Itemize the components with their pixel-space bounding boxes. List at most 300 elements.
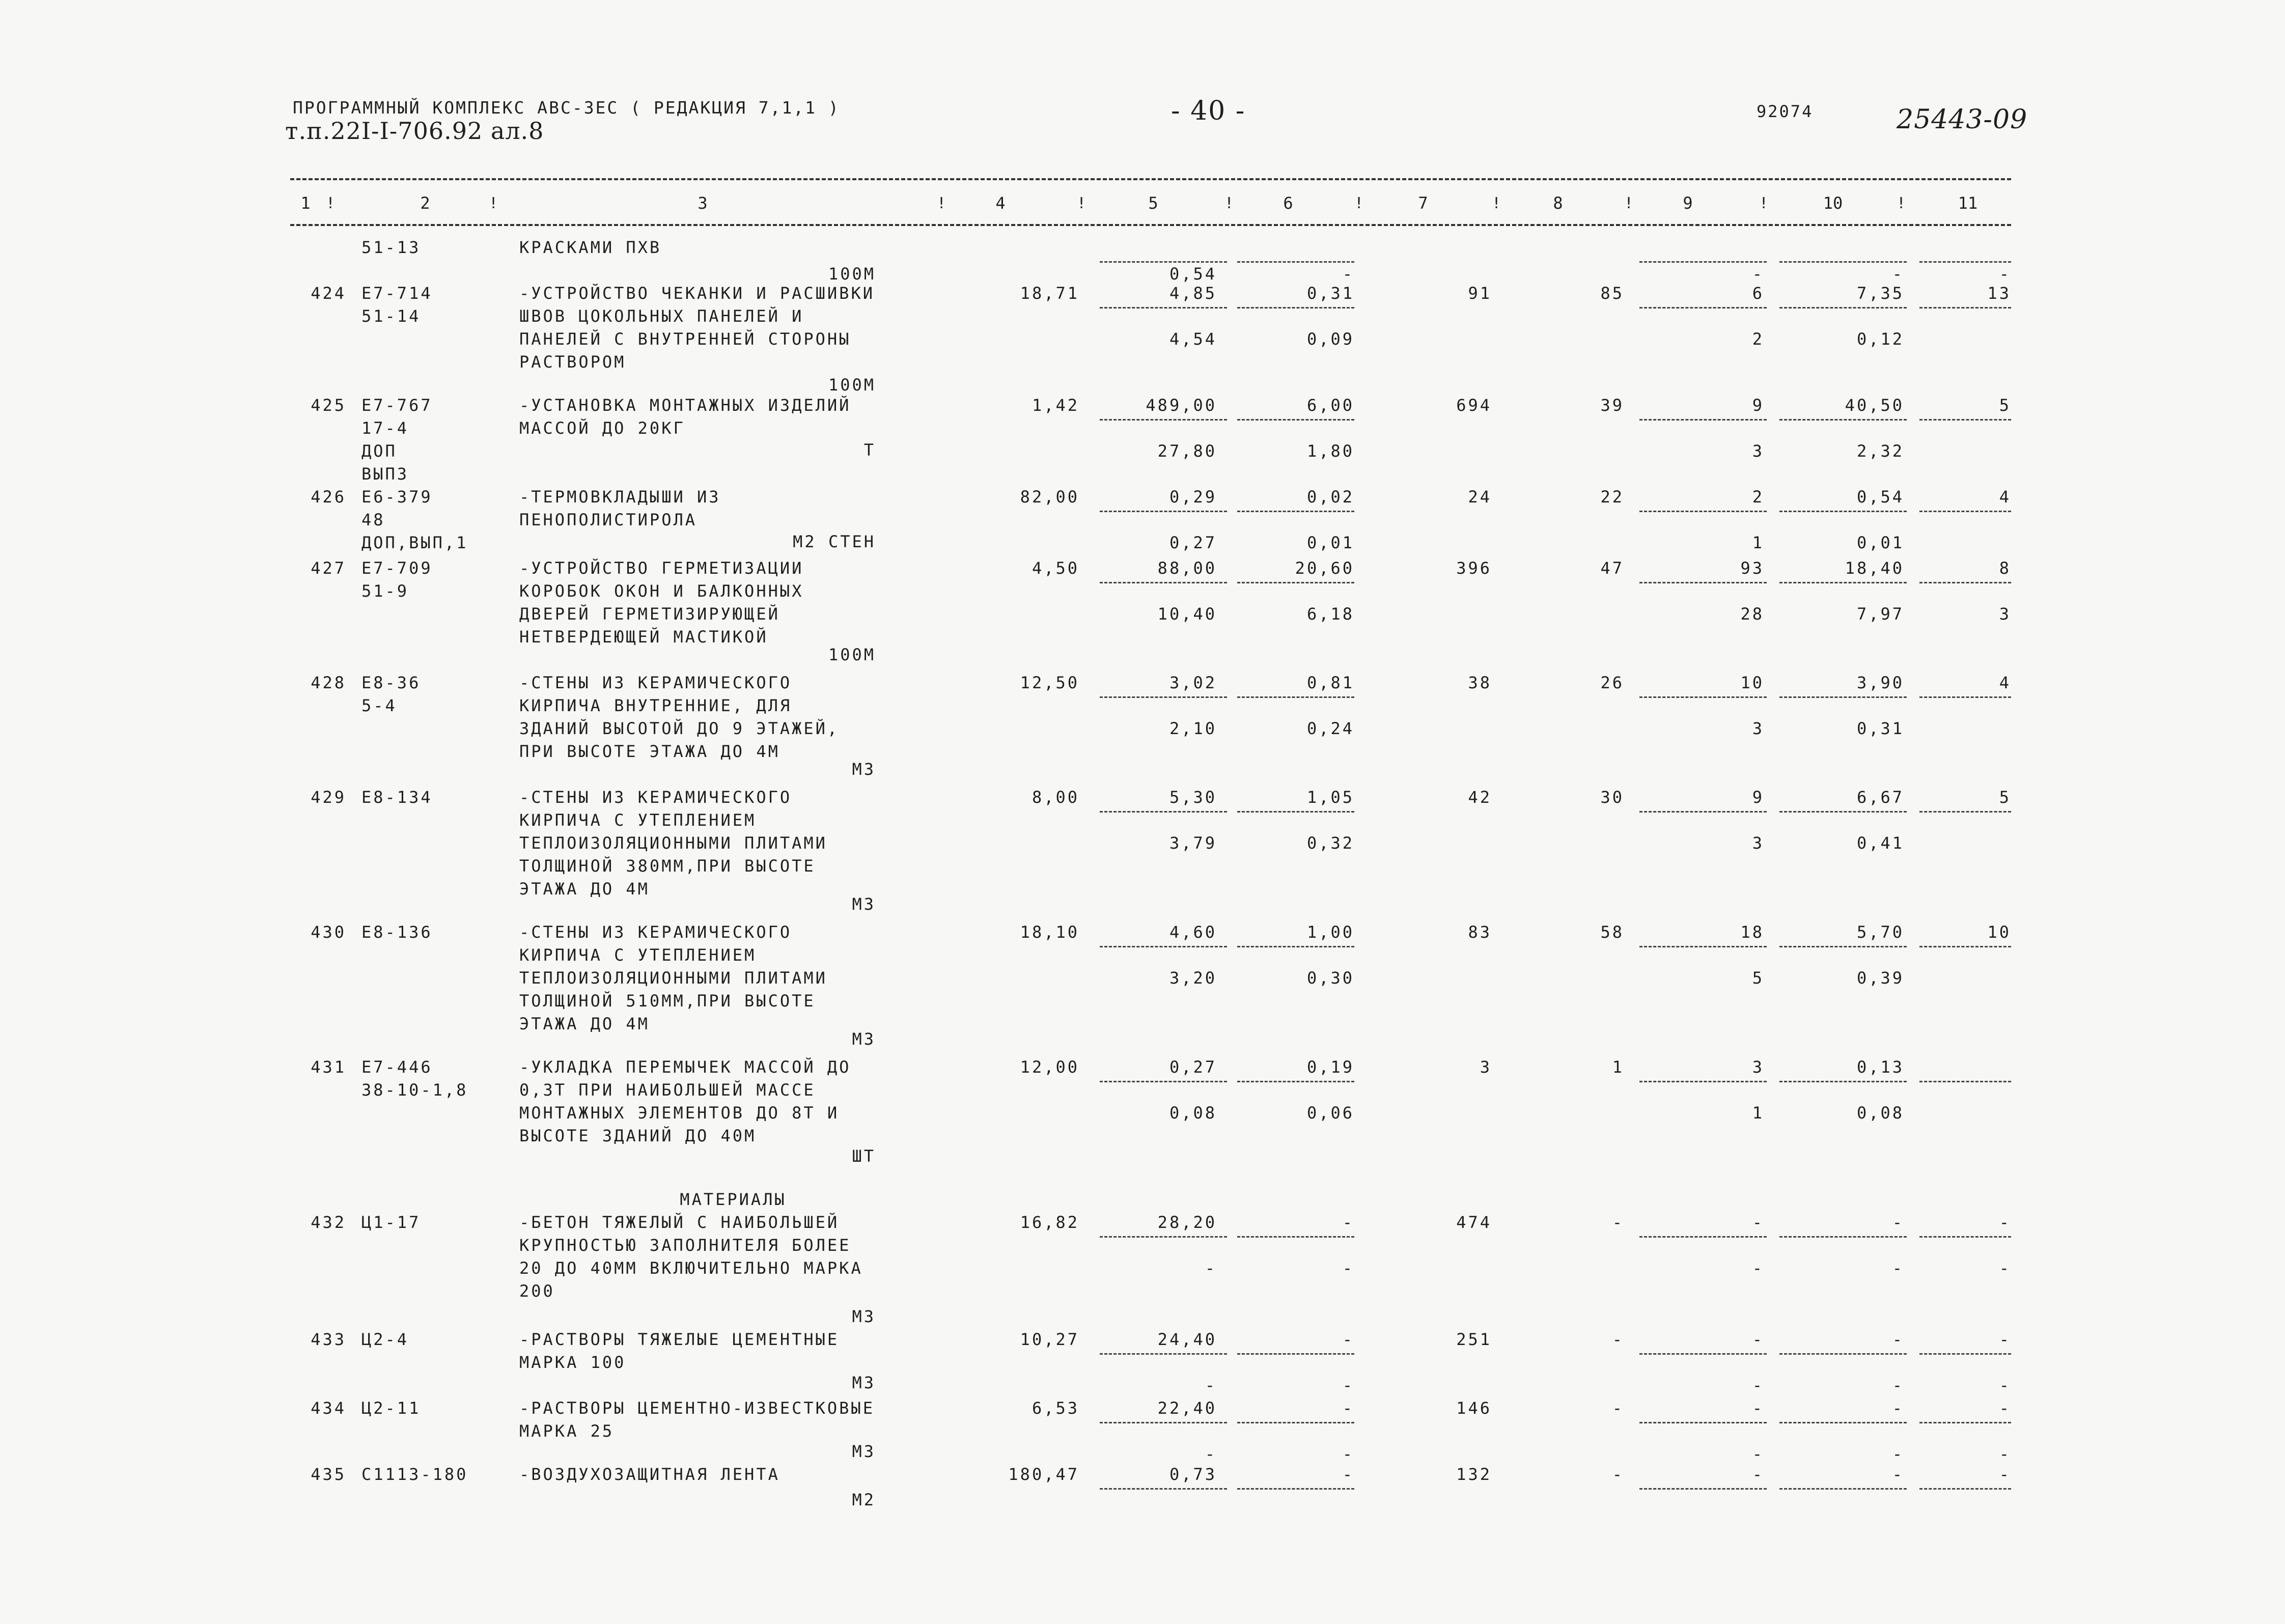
value-separator	[1100, 1422, 1227, 1423]
row-description: -РАСТВОРЫ ЦЕМЕНТНО-ИЗВЕСТКОВЫЕ МАРКА 25	[519, 1398, 875, 1441]
cell-col10-bottom: 0,08	[1856, 1103, 1904, 1123]
cell-col9-bottom: -	[1752, 1444, 1764, 1464]
value-separator	[1919, 1488, 2011, 1490]
cell-col9-bottom: 1	[1752, 533, 1764, 552]
value-separator	[1100, 1236, 1227, 1238]
cell-col9-bottom: -	[1752, 1258, 1764, 1278]
cell-col4: 12,00	[1020, 1057, 1079, 1077]
row-code: ДОП,ВЫП,1	[361, 533, 468, 552]
value-separator	[1919, 1236, 2011, 1238]
cell-col6-bottom: 0,24	[1306, 719, 1354, 738]
cell-col6-bottom: 0,01	[1306, 533, 1354, 552]
value-separator	[1779, 696, 1907, 698]
cell-col10-bottom: 0,39	[1856, 968, 1904, 988]
cell-col9-top: -	[1752, 1398, 1764, 1418]
cell-col7: 474	[1456, 1213, 1492, 1232]
cell-col8: -	[1612, 1330, 1624, 1349]
value-separator	[1779, 582, 1907, 583]
cell-col8: 1	[1612, 1057, 1624, 1077]
row-number: 424	[311, 284, 346, 303]
section-label-materials: МАТЕРИАЛЫ	[680, 1190, 787, 1209]
cell-col5-bottom: 4,54	[1169, 329, 1217, 349]
cell-col4: 12,50	[1020, 673, 1079, 692]
value-separator	[1100, 811, 1227, 813]
column-number: 1	[300, 193, 311, 213]
value-separator	[1919, 1081, 2011, 1082]
row-code: Е8-134	[361, 788, 433, 807]
value-separator	[1100, 1488, 1227, 1490]
row-code: 51-9	[361, 581, 409, 601]
cell-col8: 26	[1600, 673, 1624, 692]
cell-col4: 180,47	[1008, 1465, 1079, 1484]
document-number: т.п.22I-I-706.92 ал.8	[285, 117, 544, 145]
row-number: 430	[311, 922, 346, 942]
cell-col5-top: 0,29	[1169, 487, 1217, 507]
value-separator	[1779, 1353, 1907, 1355]
column-divider: !	[1897, 194, 1906, 212]
cell-col11-bottom: 3	[1999, 604, 2011, 624]
column-number: 9	[1683, 193, 1693, 213]
cell-col9-top: -	[1752, 1330, 1764, 1349]
row-unit: 100М	[828, 375, 876, 395]
cell-col10-top: 40,50	[1845, 396, 1904, 415]
cell-col8: 39	[1600, 396, 1624, 415]
cell-col5-bottom: 10,40	[1157, 604, 1217, 624]
cell-col6-top: -	[1342, 1213, 1354, 1232]
cell-col11-top: 10	[1987, 922, 2011, 942]
cell-col5-top: 5,30	[1169, 788, 1217, 807]
cell-col6-top: 0,31	[1306, 284, 1354, 303]
row-description: -ВОЗДУХОЗАЩИТНАЯ ЛЕНТА	[519, 1465, 780, 1484]
row-code: 5-4	[361, 696, 397, 715]
column-number: 5	[1148, 193, 1158, 213]
cell-col5-top: 0,27	[1169, 1057, 1217, 1077]
cell-col10-top: -	[1892, 1398, 1904, 1418]
row-unit: М3	[852, 1442, 876, 1461]
row-number: 431	[311, 1057, 346, 1077]
column-divider: !	[1759, 194, 1769, 212]
cell-col11-top: -	[1999, 264, 2011, 284]
row-number: 427	[311, 558, 346, 578]
cell-col7: 694	[1456, 396, 1492, 415]
cell-col9-top: -	[1752, 264, 1764, 284]
table-header-rule	[290, 224, 2011, 226]
cell-col4: 16,82	[1020, 1213, 1079, 1232]
cell-col6-bottom: 6,18	[1306, 604, 1354, 624]
column-number: 2	[420, 193, 430, 213]
value-separator	[1919, 582, 2011, 583]
value-separator	[1779, 1236, 1907, 1238]
row-code: Ц2-4	[361, 1330, 409, 1349]
value-separator	[1639, 511, 1767, 512]
cell-col6-top: 20,60	[1295, 558, 1354, 578]
cell-col11-top: -	[1999, 1398, 2011, 1418]
column-number: 11	[1958, 193, 1978, 213]
cell-col5-bottom: -	[1205, 1444, 1217, 1464]
value-separator	[1639, 307, 1767, 309]
row-number: 434	[311, 1398, 346, 1418]
cell-col6-top: 6,00	[1306, 396, 1354, 415]
row-description: -БЕТОН ТЯЖЕЛЫЙ С НАИБОЛЬШЕЙ КРУПНОСТЬЮ ЗАПОЛНИТЕЛЯ БОЛЕЕ 20 ДО 40ММ ВКЛЮЧИТЕЛЬНО МАРКА 200	[519, 1213, 863, 1301]
row-number: 433	[311, 1330, 346, 1349]
column-divider: !	[1077, 194, 1086, 212]
row-unit: М3	[852, 1029, 876, 1049]
value-separator	[1779, 1081, 1907, 1082]
value-separator	[1919, 946, 2011, 947]
row-code: Е7-714	[361, 284, 433, 303]
cell-col11-top: 13	[1987, 284, 2011, 303]
row-unit: М3	[852, 760, 876, 779]
cell-col9-bottom: 3	[1752, 833, 1764, 853]
cell-col5-top: 88,00	[1157, 558, 1217, 578]
row-description: -РАСТВОРЫ ТЯЖЕЛЫЕ ЦЕМЕНТНЫЕ МАРКА 100	[519, 1330, 840, 1372]
cell-col4: 18,71	[1020, 284, 1079, 303]
row-number: 428	[311, 673, 346, 692]
cell-col6-bottom: 0,30	[1306, 968, 1354, 988]
value-separator	[1100, 582, 1227, 583]
value-separator	[1919, 419, 2011, 421]
program-title: ПРОГРАММНЫЙ КОМПЛЕКС АВС-3ЕС ( РЕДАКЦИЯ 7,1,1 )	[293, 98, 840, 118]
cell-col10-top: -	[1892, 1213, 1904, 1232]
cell-col11-bottom: -	[1999, 1376, 2011, 1395]
value-separator	[1237, 307, 1354, 309]
cell-col11-top: -	[1999, 1330, 2011, 1349]
page-number: - 40 -	[1171, 96, 1246, 126]
cell-col10-bottom: 0,31	[1856, 719, 1904, 738]
row-code: 38-10-1,8	[361, 1080, 468, 1100]
value-separator	[1919, 511, 2011, 512]
row-code: Е7-767	[361, 396, 433, 415]
cell-col9-bottom: 3	[1752, 719, 1764, 738]
value-separator	[1919, 696, 2011, 698]
value-separator	[1237, 1236, 1354, 1238]
cell-col10-bottom: 0,41	[1856, 833, 1904, 853]
value-separator	[1779, 1488, 1907, 1490]
cell-col6-top: 0,19	[1306, 1057, 1354, 1077]
cell-col4: 6,53	[1032, 1398, 1079, 1418]
cell-col5-bottom: 2,10	[1169, 719, 1217, 738]
cell-col10-bottom: 2,32	[1856, 441, 1904, 461]
cell-col8: -	[1612, 1213, 1624, 1232]
cell-col5-top: 4,60	[1169, 922, 1217, 942]
value-separator	[1237, 261, 1354, 263]
cell-col7: 24	[1468, 487, 1492, 507]
cell-col9-top: 6	[1752, 284, 1764, 303]
cell-col10-bottom: -	[1892, 1258, 1904, 1278]
value-separator	[1639, 946, 1767, 947]
value-separator	[1100, 307, 1227, 309]
row-description: -УСТРОЙСТВО ЧЕКАНКИ И РАСШИВКИ ШВОВ ЦОКОЛЬНЫХ ПАНЕЛЕЙ И ПАНЕЛЕЙ С ВНУТРЕННЕЙ СТОРОНЫ РАСТВОРОМ	[519, 284, 875, 372]
row-description: КРАСКАМИ ПХВ	[519, 238, 662, 257]
value-separator	[1237, 1353, 1354, 1355]
cell-col5-top: 4,85	[1169, 284, 1217, 303]
value-separator	[1100, 696, 1227, 698]
row-unit: М2	[852, 1490, 876, 1509]
column-number: 4	[995, 193, 1006, 213]
cell-col6-top: -	[1342, 1398, 1354, 1418]
cell-col9-top: 3	[1752, 1057, 1764, 1077]
row-unit: М3	[852, 1307, 876, 1326]
row-code: 48	[361, 510, 385, 529]
cell-col10-top: -	[1892, 1330, 1904, 1349]
cell-col6-bottom: 0,06	[1306, 1103, 1354, 1123]
table-top-rule	[290, 178, 2011, 180]
cell-col5-top: 0,54	[1169, 264, 1217, 284]
cell-col7: 132	[1456, 1465, 1492, 1484]
cell-col4: 4,50	[1032, 558, 1079, 578]
row-number: 432	[311, 1213, 346, 1232]
cell-col7: 396	[1456, 558, 1492, 578]
row-code: Е7-709	[361, 558, 433, 578]
cell-col8: 22	[1600, 487, 1624, 507]
row-unit: Т	[863, 440, 876, 460]
cell-col7: 91	[1468, 284, 1492, 303]
value-separator	[1639, 1488, 1767, 1490]
cell-col5-top: 3,02	[1169, 673, 1217, 692]
row-code: Е8-136	[361, 922, 433, 942]
cell-col6-top: -	[1342, 264, 1354, 284]
column-number: 3	[698, 193, 708, 213]
row-code: Ц2-11	[361, 1398, 421, 1418]
cell-col7: 3	[1480, 1057, 1492, 1077]
cell-col6-bottom: -	[1342, 1258, 1354, 1278]
cell-col5-top: 28,20	[1157, 1213, 1217, 1232]
cell-col8: 85	[1600, 284, 1624, 303]
cell-col9-bottom: 2	[1752, 329, 1764, 349]
value-separator	[1779, 307, 1907, 309]
row-code: ВЫП3	[361, 464, 409, 484]
row-unit: 100М	[828, 264, 876, 284]
value-separator	[1639, 811, 1767, 813]
value-separator	[1639, 419, 1767, 421]
row-unit: М2 СТЕН	[793, 532, 876, 551]
cell-col11-top: 4	[1999, 673, 2011, 692]
value-separator	[1237, 582, 1354, 583]
cell-col8: -	[1612, 1465, 1624, 1484]
cell-col11-top: 4	[1999, 487, 2011, 507]
value-separator	[1237, 419, 1354, 421]
cell-col7: 146	[1456, 1398, 1492, 1418]
cell-col10-top: 5,70	[1856, 922, 1904, 942]
value-separator	[1639, 1422, 1767, 1423]
cell-col6-top: 1,00	[1306, 922, 1354, 942]
value-separator	[1779, 811, 1907, 813]
value-separator	[1237, 811, 1354, 813]
row-description: -УСТАНОВКА МОНТАЖНЫХ ИЗДЕЛИЙ МАССОЙ ДО 20КГ	[519, 396, 851, 438]
row-unit: М3	[852, 894, 876, 914]
value-separator	[1639, 1236, 1767, 1238]
cell-col9-top: 18	[1740, 922, 1764, 942]
column-divider: !	[1492, 194, 1501, 212]
value-separator	[1237, 1081, 1354, 1082]
document-code: 92074	[1757, 102, 1814, 121]
cell-col4: 10,27	[1020, 1330, 1079, 1349]
cell-col5-top: 0,73	[1169, 1465, 1217, 1484]
cell-col10-top: 0,54	[1856, 487, 1904, 507]
value-separator	[1779, 946, 1907, 947]
cell-col10-top: -	[1892, 1465, 1904, 1484]
value-separator	[1779, 1422, 1907, 1423]
row-code: Ц1-17	[361, 1213, 421, 1232]
value-separator	[1100, 1353, 1227, 1355]
value-separator	[1639, 696, 1767, 698]
cell-col10-bottom: -	[1892, 1444, 1904, 1464]
row-code: 17-4	[361, 418, 409, 438]
cell-col11-bottom: -	[1999, 1258, 2011, 1278]
value-separator	[1237, 946, 1354, 947]
cell-col10-top: -	[1892, 264, 1904, 284]
row-unit: М3	[852, 1373, 876, 1392]
column-number: 7	[1418, 193, 1428, 213]
cell-col7: 251	[1456, 1330, 1492, 1349]
column-divider: !	[937, 194, 946, 212]
cell-col11-top: 5	[1999, 396, 2011, 415]
cell-col10-top: 0,13	[1856, 1057, 1904, 1077]
row-description: -УКЛАДКА ПЕРЕМЫЧЕК МАССОЙ ДО 0,3Т ПРИ НАИБОЛЬШЕЙ МАССЕ МОНТАЖНЫХ ЭЛЕМЕНТОВ ДО 8Т И ВЫСОТЕ ЗДАНИЙ ДО 40М	[519, 1057, 851, 1145]
value-separator	[1237, 696, 1354, 698]
cell-col6-top: 1,05	[1306, 788, 1354, 807]
value-separator	[1100, 1081, 1227, 1082]
cell-col5-bottom: 3,79	[1169, 833, 1217, 853]
cell-col4: 8,00	[1032, 788, 1079, 807]
row-number: 429	[311, 788, 346, 807]
value-separator	[1919, 1353, 2011, 1355]
value-separator	[1919, 811, 2011, 813]
row-code: Е7-446	[361, 1057, 433, 1077]
cell-col9-bottom: 5	[1752, 968, 1764, 988]
cell-col8: 30	[1600, 788, 1624, 807]
value-separator	[1639, 1081, 1767, 1082]
cell-col5-bottom: 3,20	[1169, 968, 1217, 988]
cell-col4: 1,42	[1032, 396, 1079, 415]
cell-col9-top: 9	[1752, 396, 1764, 415]
cell-col5-top: 489,00	[1146, 396, 1217, 415]
cell-col5-bottom: 0,08	[1169, 1103, 1217, 1123]
cell-col5-top: 24,40	[1157, 1330, 1217, 1349]
cell-col4: 18,10	[1020, 922, 1079, 942]
cell-col10-bottom: 0,12	[1856, 329, 1904, 349]
value-separator	[1100, 946, 1227, 947]
value-separator	[1919, 261, 2011, 263]
cell-col5-bottom: 27,80	[1157, 441, 1217, 461]
cell-col6-bottom: 0,09	[1306, 329, 1354, 349]
row-number: 425	[311, 396, 346, 415]
handwritten-stamp: 25443-09	[1897, 104, 2028, 135]
column-divider: !	[489, 194, 498, 212]
row-description: -ТЕРМОВКЛАДЫШИ ИЗ ПЕНОПОЛИСТИРОЛА	[519, 487, 721, 529]
row-code: С1113-180	[361, 1465, 468, 1484]
cell-col5-top: 22,40	[1157, 1398, 1217, 1418]
row-number: 435	[311, 1465, 346, 1484]
column-divider: !	[1224, 194, 1234, 212]
cell-col9-top: 10	[1740, 673, 1764, 692]
cell-col10-top: 7,35	[1856, 284, 1904, 303]
cell-col9-top: 9	[1752, 788, 1764, 807]
cell-col6-bottom: -	[1342, 1444, 1354, 1464]
cell-col9-top: -	[1752, 1465, 1764, 1484]
cell-col4: 82,00	[1020, 487, 1079, 507]
cell-col8: 47	[1600, 558, 1624, 578]
value-separator	[1639, 1353, 1767, 1355]
cell-col11-top: -	[1999, 1465, 2011, 1484]
cell-col7: 38	[1468, 673, 1492, 692]
cell-col9-bottom: 1	[1752, 1103, 1764, 1123]
cell-col11-top: 8	[1999, 558, 2011, 578]
value-separator	[1919, 1422, 2011, 1423]
value-separator	[1100, 511, 1227, 512]
cell-col9-bottom: 3	[1752, 441, 1764, 461]
row-code: Е8-36	[361, 673, 421, 692]
column-number: 6	[1283, 193, 1293, 213]
cell-col6-bottom: -	[1342, 1376, 1354, 1395]
cell-col5-bottom: -	[1205, 1376, 1217, 1395]
cell-col7: 42	[1468, 788, 1492, 807]
value-separator	[1639, 582, 1767, 583]
cell-col10-bottom: 0,01	[1856, 533, 1904, 552]
row-description: -СТЕНЫ ИЗ КЕРАМИЧЕСКОГО КИРПИЧА С УТЕПЛЕНИЕМ ТЕПЛОИЗОЛЯЦИОННЫМИ ПЛИТАМИ ТОЛЩИНОЙ 380ММ,ПРИ ВЫСОТЕ ЭТАЖА ДО 4М	[519, 788, 827, 899]
row-unit: 100М	[828, 645, 876, 664]
column-divider: !	[326, 194, 336, 212]
value-separator	[1919, 307, 2011, 309]
value-separator	[1639, 261, 1767, 263]
row-unit: ШТ	[852, 1146, 876, 1166]
row-code: ДОП	[361, 441, 397, 461]
cell-col9-bottom: 28	[1740, 604, 1764, 624]
value-separator	[1237, 1422, 1354, 1423]
value-separator	[1779, 261, 1907, 263]
cell-col9-top: 93	[1740, 558, 1764, 578]
cell-col8: 58	[1600, 922, 1624, 942]
cell-col6-bottom: 1,80	[1306, 441, 1354, 461]
cell-col6-top: -	[1342, 1465, 1354, 1484]
row-description: -УСТРОЙСТВО ГЕРМЕТИЗАЦИИ КОРОБОК ОКОН И БАЛКОННЫХ ДВЕРЕЙ ГЕРМЕТИЗИРУЮЩЕЙ НЕТВЕРДЕЮЩЕЙ МАСТИКОЙ	[519, 558, 804, 647]
cell-col11-top: 5	[1999, 788, 2011, 807]
row-description: -СТЕНЫ ИЗ КЕРАМИЧЕСКОГО КИРПИЧА С УТЕПЛЕНИЕМ ТЕПЛОИЗОЛЯЦИОННЫМИ ПЛИТАМИ ТОЛЩИНОЙ 510ММ,ПРИ ВЫСОТЕ ЭТАЖА ДО 4М	[519, 922, 827, 1033]
cell-col6-top: -	[1342, 1330, 1354, 1349]
value-separator	[1100, 419, 1227, 421]
cell-col10-bottom: -	[1892, 1376, 1904, 1395]
row-code: Е6-379	[361, 487, 433, 507]
cell-col10-top: 6,67	[1856, 788, 1904, 807]
value-separator	[1779, 419, 1907, 421]
cell-col5-bottom: 0,27	[1169, 533, 1217, 552]
cell-col9-top: 2	[1752, 487, 1764, 507]
row-code: 51-13	[361, 238, 421, 257]
column-divider: !	[1624, 194, 1634, 212]
value-separator	[1237, 511, 1354, 512]
cell-col10-bottom: 7,97	[1856, 604, 1904, 624]
cell-col10-top: 3,90	[1856, 673, 1904, 692]
cell-col5-bottom: -	[1205, 1258, 1217, 1278]
value-separator	[1779, 511, 1907, 512]
column-number: 8	[1553, 193, 1563, 213]
value-separator	[1237, 1488, 1354, 1490]
cell-col9-bottom: -	[1752, 1376, 1764, 1395]
cell-col7: 83	[1468, 922, 1492, 942]
row-code: 51-14	[361, 306, 421, 326]
row-number: 426	[311, 487, 346, 507]
cell-col10-top: 18,40	[1845, 558, 1904, 578]
cell-col8: -	[1612, 1398, 1624, 1418]
value-separator	[1100, 261, 1227, 263]
cell-col9-top: -	[1752, 1213, 1764, 1232]
cell-col6-top: 0,81	[1306, 673, 1354, 692]
cell-col11-bottom: -	[1999, 1444, 2011, 1464]
column-divider: !	[1354, 194, 1364, 212]
cell-col11-top: -	[1999, 1213, 2011, 1232]
cell-col6-bottom: 0,32	[1306, 833, 1354, 853]
column-number: 10	[1823, 193, 1843, 213]
